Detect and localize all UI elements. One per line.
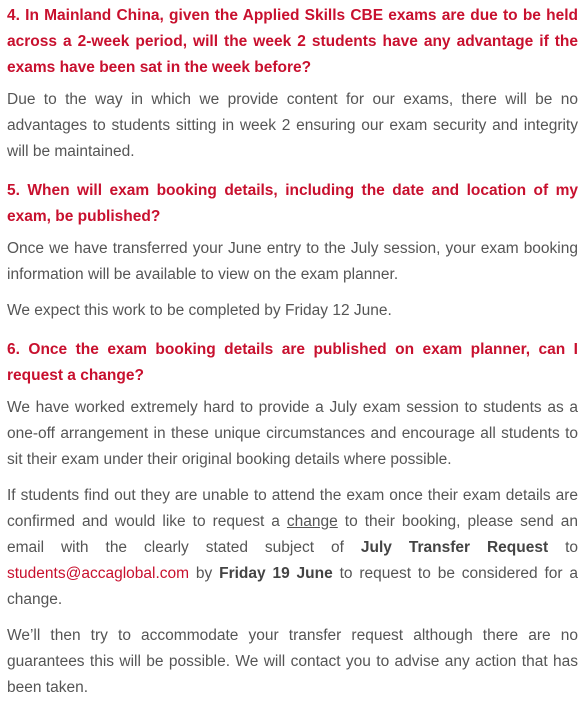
answer-6-paragraph-3: We’ll then try to accommodate your transfer request although there are no guarantees this will be possible. We will contact you to advise any action that has been taken. (7, 627, 578, 696)
answer-6-paragraph-2 (7, 483, 578, 613)
answer-6-text-e: to request to be considered for a change. (7, 565, 579, 608)
answer-5-paragraph-1: Once we have transferred your June entry to the July session, your exam booking information will be available to view on the exam planner. (7, 240, 578, 283)
email-subject: July Transfer Request (360, 539, 549, 556)
question-4: 4. In Mainland China, given the Applied Skills CBE exams are due to be held across a 2-week period, will the week 2 students have any advantage if the exams have been sat in the week before? (7, 7, 578, 76)
answer-6-text-a: If students find out they are unable to attend the exam once their exam details are confirmed and would like to request a (7, 487, 578, 530)
question-5: 5. When will exam booking details, including the date and location of my exam, be published? (7, 182, 578, 225)
answer-6-text-b: to their booking, please send an email with the clearly stated subject of (7, 513, 578, 556)
question-6: 6. Once the exam booking details are published on exam planner, can I request a change? (7, 341, 578, 384)
answer-5-paragraph-2: We expect this work to be completed by Friday 12 June. (7, 302, 392, 319)
answer-4: Due to the way in which we provide content for our exams, there will be no advantages to students sitting in week 2 ensuring our exam security and integrity will be maintained. (7, 91, 578, 160)
change-word: change (286, 513, 338, 530)
answer-6-text-d: by (189, 565, 220, 582)
faq-content (0, 3, 585, 701)
email-link[interactable]: students@accaglobal.com (7, 565, 190, 582)
answer-6-text-c: to (548, 539, 579, 556)
answer-6-paragraph-1: We have worked extremely hard to provide a July exam session to students as a one-off arrangement in these unique circumstances and encourage all students to sit their exam under their original booking details where possible. (7, 399, 578, 468)
deadline-date: Friday 19 June (219, 565, 333, 582)
